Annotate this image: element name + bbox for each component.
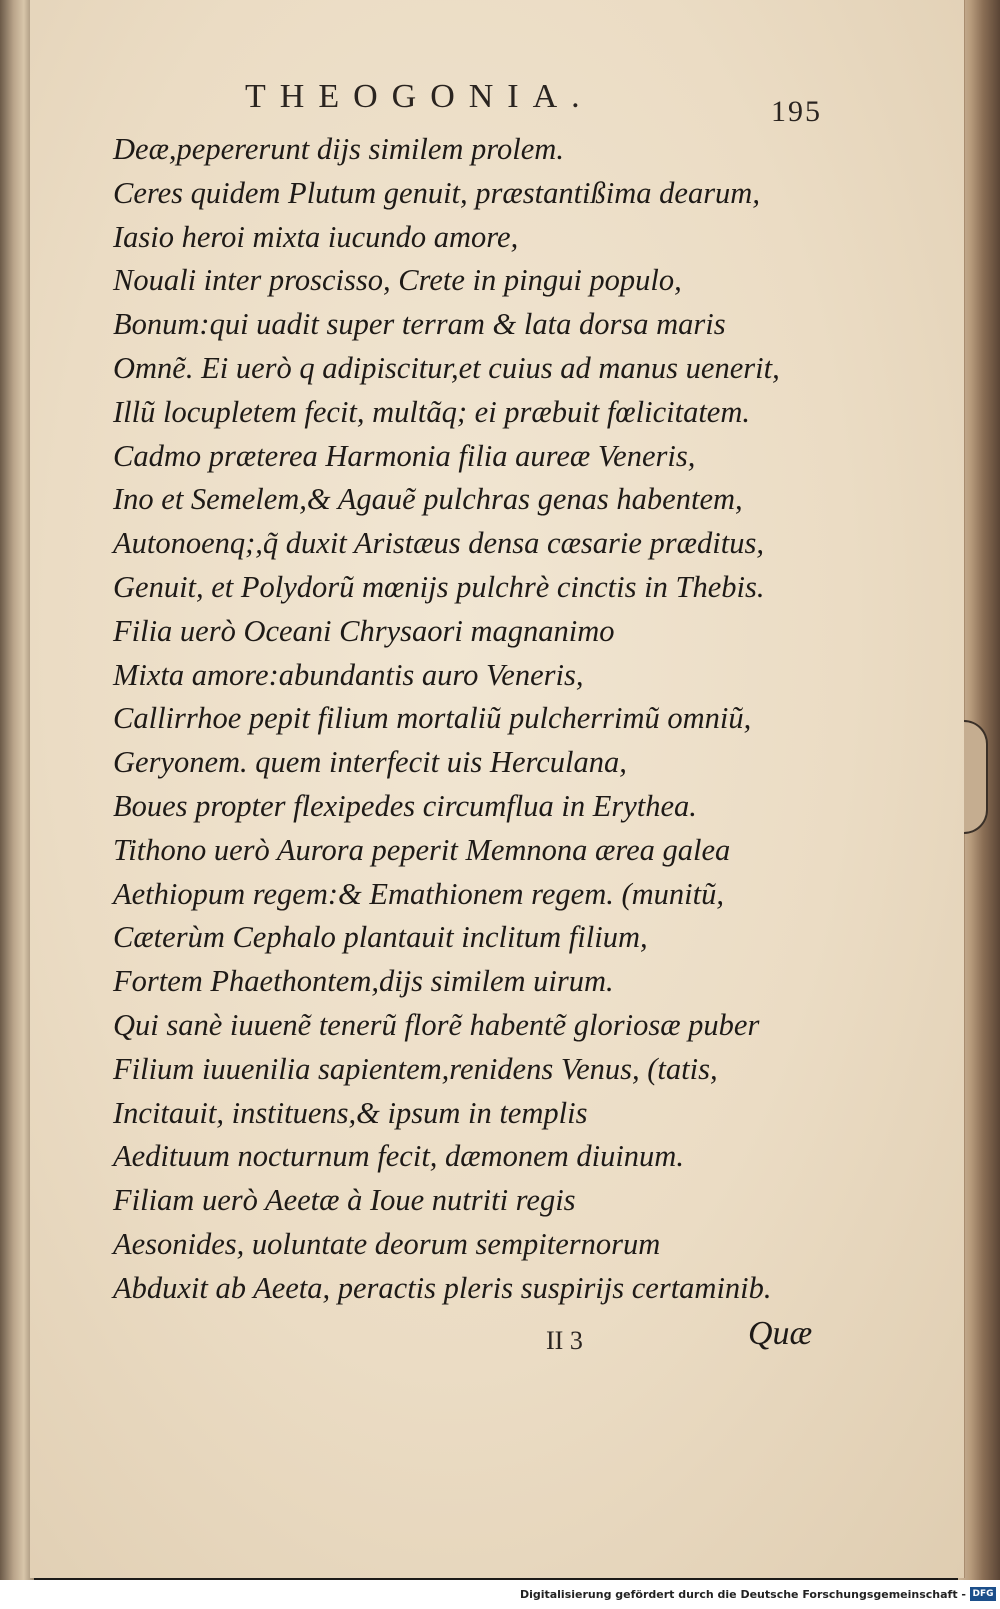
text-line: Nouali inter proscisso, Crete in pingui populo, (113, 263, 682, 298)
text-line: Cadmo præterea Harmonia filia aureæ Veneris, (113, 438, 696, 473)
text-line: Aesonides, uoluntate deorum sempiternorum (113, 1226, 661, 1261)
page-tab-marker (964, 720, 988, 834)
text-line: Ceres quidem Plutum genuit, præstantißima dearum, (113, 175, 760, 210)
text-line: Autonoenq;,q̃ duxit Aristæus densa cæsarie præditus, (113, 526, 764, 561)
text-line: Ino et Semelem,& Agauẽ pulchras genas habentem, (113, 482, 743, 517)
book-spine-edge (0, 0, 34, 1580)
text-line: Filiam uerò Aeetæ à Ioue nutriti regis (113, 1183, 576, 1218)
text-line: Callirrhoe pepit filium mortaliũ pulcherrimũ omniũ, (113, 701, 752, 736)
text-line: Genuit, et Polydorũ mœnijs pulchrè cinctis in Thebis. (113, 569, 765, 604)
text-line: Fortem Phaethontem,dijs similem uirum. (113, 964, 614, 999)
text-line: Geryonem. quem interfecit uis Herculana, (113, 745, 627, 780)
text-line: Aedituum nocturnum fecit, dæmonem diuinum. (113, 1139, 684, 1174)
text-line: Cæterùm Cephalo plantauit inclitum filium, (113, 920, 648, 955)
text-line: Tithono uerò Aurora peperit Memnona ærea galea (113, 832, 731, 867)
text-line: Bonum:qui uadit super terram & lata dorsa maris (113, 307, 726, 342)
running-title: THEOGONIA. (245, 78, 594, 115)
signature-mark: II 3 (546, 1326, 583, 1355)
text-line: Abduxit ab Aeeta, peractis pleris suspirijs certaminib. (113, 1270, 772, 1305)
text-line: Filia uerò Oceani Chrysaori magnanimo (113, 613, 615, 648)
text-line: Iasio heroi mixta iucundo amore, (113, 219, 519, 254)
dfg-logo: DFG (970, 1587, 996, 1601)
text-line: Deæ,pepererunt dijs similem prolem. (113, 132, 564, 166)
text-line: Incitauit, instituens,& ipsum in templis (113, 1095, 588, 1130)
text-line: Mixta amore:abundantis auro Veneris, (113, 657, 584, 692)
text-line: Qui sanè iuuenẽ tenerũ florẽ habentẽ gloriosæ puber (113, 1007, 760, 1042)
text-line: Illũ locupletem fecit, multãq; ei præbuit fœlicitatem. (113, 394, 751, 429)
text-line: Filium iuuenilia sapientem,renidens Venus, (tatis, (113, 1051, 718, 1086)
text-line: Boues propter flexipedes circumflua in Erythea. (113, 788, 697, 823)
catchword: Quæ (748, 1315, 813, 1352)
poem-text-block (113, 128, 853, 1311)
page-number: 195 (771, 95, 822, 128)
digitization-credit: Digitalisierung gefördert durch die Deutsche Forschungsgemeinschaft - (519, 1588, 966, 1601)
text-line: Aethiopum regem:& Emathionem regem. (munitũ, (113, 876, 724, 911)
text-line: Omnẽ. Ei uerò q adipiscitur,et cuius ad manus uenerit, (113, 350, 780, 385)
